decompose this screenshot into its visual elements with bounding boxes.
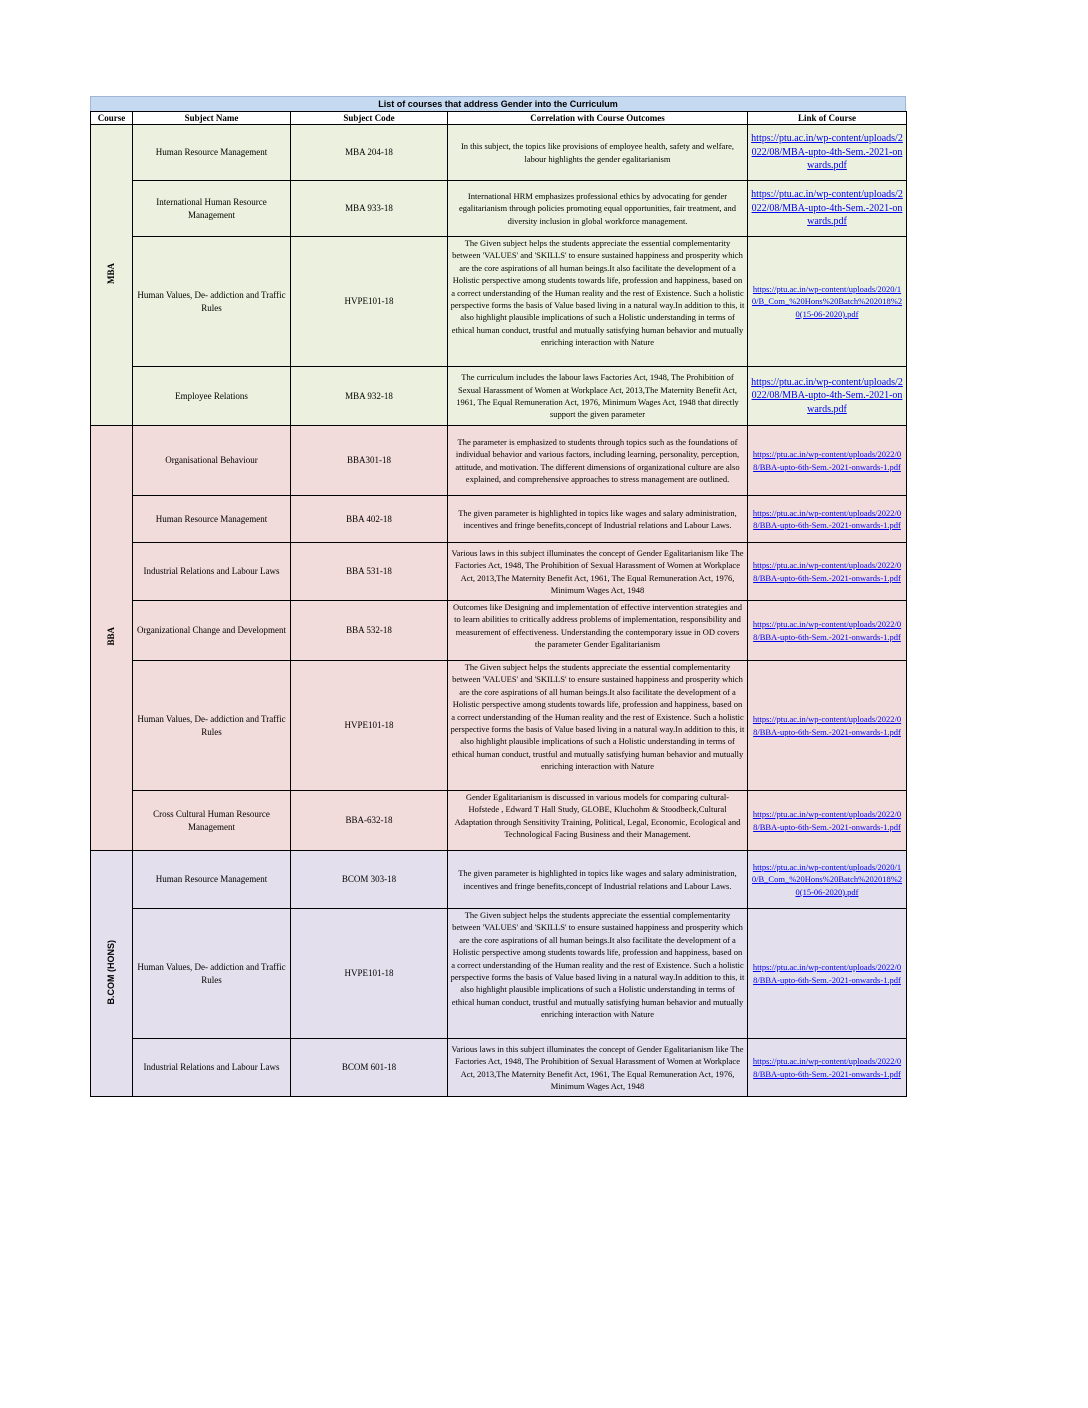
correlation-text: International HRM emphasizes professional ethics by advocating for gender egalitarianism through policies promoting equal opportunities, fair treatment, and diversity inclusion in global workforce management.	[448, 181, 748, 237]
table-row	[91, 909, 907, 1039]
course-link[interactable]: https://ptu.ac.in/wp-content/uploads/2022/08/BBA-upto-6th-Sem.-2021-onwards-1.pdf	[752, 619, 902, 642]
correlation-text: The Given subject helps the students appreciate the essential complementarity between 'VALUES' and 'SKILLS' to ensure sustained happiness and prosperity which are the core aspirations of all human beings.It also facilitate the development of a Holistic perspective among students towards life, profession and happiness, based on a correct understanding of the Human reality and the rest of Existence. Such a holistic perspective forms the basis of Value based living in a natural way.In addition to this, it also highlight plausible implications of such a Holistic understanding in terms of ethical human conduct, trustful and mutually satisfying human behavior and mutually enriching interaction with Nature	[450, 910, 745, 1020]
subject-code: MBA 932-18	[291, 367, 448, 426]
subject-code: BBA301-18	[291, 426, 448, 496]
link-cell	[748, 543, 907, 601]
table-row	[91, 661, 907, 791]
course-group-bcom	[91, 851, 133, 1097]
course-group-mba	[91, 125, 133, 426]
subject-name: Human Resource Management	[133, 496, 291, 543]
correlation-cell	[448, 909, 748, 1039]
table-row	[91, 181, 907, 237]
subject-code: BBA 532-18	[291, 601, 448, 661]
link-cell	[748, 426, 907, 496]
subject-name: Human Resource Management	[133, 851, 291, 909]
link-cell	[748, 237, 907, 367]
link-cell	[748, 791, 907, 851]
table-row	[91, 367, 907, 426]
subject-name: Human Resource Management	[133, 125, 291, 181]
table-row	[91, 496, 907, 543]
table-row	[91, 543, 907, 601]
correlation-text: The Given subject helps the students appreciate the essential complementarity between 'VALUES' and 'SKILLS' to ensure sustained happiness and prosperity which are the core aspirations of all human beings.It also facilitate the development of a Holistic perspective among students towards life, profession and happiness, based on a correct understanding of the Human reality and the rest of Existence. Such a holistic perspective forms the basis of Value based living in a natural way.In addition to this, it also highlight plausible implications of such a Holistic understanding in terms of ethical human conduct, trustful and mutually satisfying human behavior and mutually enriching interaction with Nature	[450, 662, 745, 772]
course-link[interactable]: https://ptu.ac.in/wp-content/uploads/2022/08/MBA-upto-4th-Sem.-2021-onwards.pdf	[751, 189, 903, 228]
course-link[interactable]: https://ptu.ac.in/wp-content/uploads/2022/08/MBA-upto-4th-Sem.-2021-onwards.pdf	[751, 133, 903, 172]
subject-name: Human Values, De- addiction and Traffic Rules	[133, 237, 291, 367]
correlation-text: The given parameter is highlighted in topics like wages and salary administration, incentives and fringe benefits,concept of Industrial relations and Labour Laws.	[448, 496, 748, 543]
link-cell	[748, 181, 907, 237]
header-subject-name: Subject Name	[133, 112, 291, 125]
link-cell	[748, 1039, 907, 1097]
header-link: Link of Course	[748, 112, 907, 125]
correlation-text: Outcomes like Designing and implementation of effective intervention strategies and to learn abilities to critically address problems of implementation, responsibility and measurement of effectiveness. Understanding the contemporary issue in OD covers the parameter Gender Egalitarianism	[453, 602, 742, 650]
course-link[interactable]: https://ptu.ac.in/wp-content/uploads/2022/08/MBA-upto-4th-Sem.-2021-onwards.pdf	[751, 376, 903, 415]
subject-code: MBA 204-18	[291, 125, 448, 181]
subject-code: BCOM 601-18	[291, 1039, 448, 1097]
header-subject-code: Subject Code	[291, 112, 448, 125]
correlation-cell	[448, 237, 748, 367]
course-link[interactable]: https://ptu.ac.in/wp-content/uploads/2022/08/BBA-upto-6th-Sem.-2021-onwards-1.pdf	[752, 714, 902, 737]
subject-name: Organisational Behaviour	[133, 426, 291, 496]
subject-name: International Human Resource Management	[133, 181, 291, 237]
table-row	[91, 601, 907, 661]
correlation-cell	[448, 791, 748, 851]
link-cell	[748, 367, 907, 426]
subject-code: HVPE101-18	[291, 909, 448, 1039]
subject-code: BBA 531-18	[291, 543, 448, 601]
correlation-text: In this subject, the topics like provisions of employee health, safety and welfare, labour highlights the gender egalitarianism	[448, 125, 748, 181]
table-row	[91, 237, 907, 367]
correlation-text: Various laws in this subject illuminates the concept of Gender Egalitarianism like The Factories Act, 1948, The Prohibition of Sexual Harassment of Women at Workplace Act, 2013,The Maternity Benefit Act, 1961, The Equal Remuneration Act, 1976, Minimum Wages Act, 1948	[448, 543, 748, 601]
course-label: BBA	[106, 627, 117, 646]
link-cell	[748, 125, 907, 181]
subject-code: MBA 933-18	[291, 181, 448, 237]
course-link[interactable]: https://ptu.ac.in/wp-content/uploads/2020/10/B_Com_%20Hons%20Batch%202018%20(15-06-2020).pdf	[751, 861, 903, 897]
subject-name: Employee Relations	[133, 367, 291, 426]
header-row	[91, 112, 907, 125]
course-group-bba	[91, 426, 133, 851]
subject-code: BBA 402-18	[291, 496, 448, 543]
correlation-cell	[448, 601, 748, 661]
courses-sheet	[90, 96, 906, 1097]
table-row	[91, 426, 907, 496]
course-link[interactable]: https://ptu.ac.in/wp-content/uploads/2022/08/BBA-upto-6th-Sem.-2021-onwards-1.pdf	[752, 507, 902, 530]
link-cell	[748, 496, 907, 543]
correlation-cell	[448, 661, 748, 791]
correlation-text: The given parameter is highlighted in topics like wages and salary administration, incentives and fringe benefits,concept of Industrial relations and Labour Laws.	[448, 851, 748, 909]
subject-name: Human Values, De- addiction and Traffic Rules	[133, 909, 291, 1039]
table-row	[91, 1039, 907, 1097]
link-cell	[748, 601, 907, 661]
header-correlation: Correlation with Course Outcomes	[448, 112, 748, 125]
subject-name: Industrial Relations and Labour Laws	[133, 1039, 291, 1097]
correlation-text: Gender Egalitarianism is discussed in various models for comparing cultural- Hofstede , Edward T Hall Study, GLOBE, Kluchohm & Stoodbeck,Cultural Adaptation through Sensitivity Training, Political, Legal, Economic, Ecological and Technological Facing Business and their Management.	[454, 792, 741, 840]
link-cell	[748, 661, 907, 791]
course-label: MBA	[106, 262, 117, 284]
correlation-text: The parameter is emphasized to students through topics such as the foundations of individual behavior and various factors, including learning, personality, perception, attitude, and motivation. The different dimensions of organizational culture are also explained, and comprehensive approaches to stress management are outlined.	[448, 426, 748, 496]
table-row	[91, 851, 907, 909]
subject-code: BBA-632-18	[291, 791, 448, 851]
course-link[interactable]: https://ptu.ac.in/wp-content/uploads/2022/08/BBA-upto-6th-Sem.-2021-onwards-1.pdf	[752, 560, 902, 583]
subject-code: BCOM 303-18	[291, 851, 448, 909]
courses-table	[90, 111, 907, 1097]
link-cell	[748, 909, 907, 1039]
course-link[interactable]: https://ptu.ac.in/wp-content/uploads/2022/08/BBA-upto-6th-Sem.-2021-onwards-1.pdf	[752, 962, 902, 985]
link-cell	[748, 851, 907, 909]
subject-name: Industrial Relations and Labour Laws	[133, 543, 291, 601]
subject-name: Human Values, De- addiction and Traffic Rules	[133, 661, 291, 791]
course-link[interactable]: https://ptu.ac.in/wp-content/uploads/2022/08/BBA-upto-6th-Sem.-2021-onwards-1.pdf	[752, 449, 902, 472]
subject-code: HVPE101-18	[291, 661, 448, 791]
subject-name: Cross Cultural Human Resource Management	[133, 791, 291, 851]
correlation-text: The curriculum includes the labour laws Factories Act, 1948, The Prohibition of Sexual Harassment of Women at Workplace Act, 2013,The Maternity Benefit Act, 1961, The Equal Remuneration Act, 1976, Minimum Wages Act, 1948 that directly support the given parameter	[448, 367, 748, 426]
subject-name: Organizational Change and Development	[133, 601, 291, 661]
course-label: B.COM (HONS)	[106, 939, 117, 1005]
table-row	[91, 791, 907, 851]
correlation-text: The Given subject helps the students appreciate the essential complementarity between 'VALUES' and 'SKILLS' to ensure sustained happiness and prosperity which are the core aspirations of all human beings.It also facilitate the development of a Holistic perspective among students towards life, profession and happiness, based on a correct understanding of the Human reality and the rest of Existence. Such a holistic perspective forms the basis of Value based living in a natural way.In addition to this, it also highlight plausible implications of such a Holistic understanding in terms of ethical human conduct, trustful and mutually satisfying human behavior and mutually enriching interaction with Nature	[450, 238, 745, 348]
sheet-title: List of courses that address Gender into the Curriculum	[90, 96, 906, 111]
course-link[interactable]: https://ptu.ac.in/wp-content/uploads/2022/08/BBA-upto-6th-Sem.-2021-onwards-1.pdf	[752, 1056, 902, 1079]
course-link[interactable]: https://ptu.ac.in/wp-content/uploads/2022/08/BBA-upto-6th-Sem.-2021-onwards-1.pdf	[752, 809, 902, 832]
subject-code: HVPE101-18	[291, 237, 448, 367]
correlation-text: Various laws in this subject illuminates the concept of Gender Egalitarianism like The Factories Act, 1948, The Prohibition of Sexual Harassment of Women at Workplace Act, 2013,The Maternity Benefit Act, 1961, The Equal Remuneration Act, 1976, Minimum Wages Act, 1948	[448, 1039, 748, 1097]
header-course: Course	[91, 112, 133, 125]
table-row	[91, 125, 907, 181]
course-link[interactable]: https://ptu.ac.in/wp-content/uploads/2020/10/B_Com_%20Hons%20Batch%202018%20(15-06-2020).pdf	[751, 283, 903, 319]
